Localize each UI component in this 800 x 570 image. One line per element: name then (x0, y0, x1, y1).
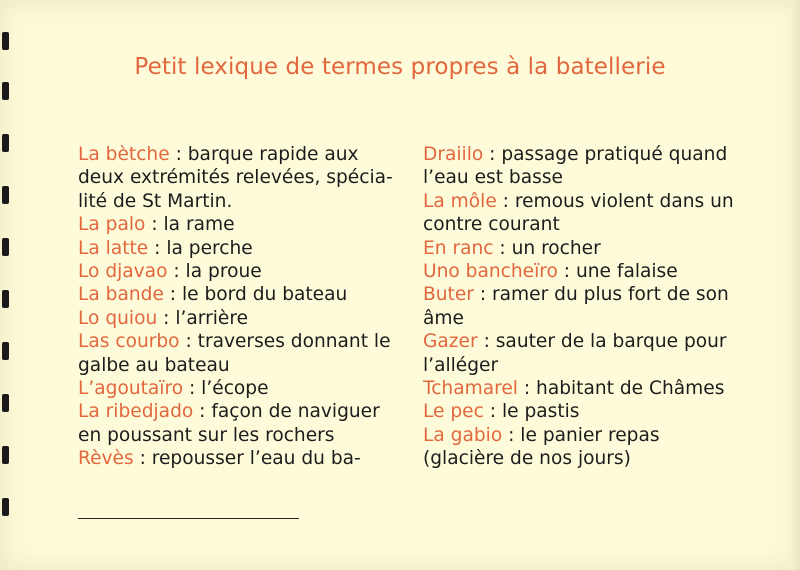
glossary-definition: : une falaise (557, 261, 678, 283)
glossary-definition: : le panier repas (502, 424, 660, 446)
glossary-line (423, 447, 773, 470)
glossary-line (423, 377, 773, 400)
binding-ring (2, 394, 9, 412)
glossary-entry (423, 283, 773, 330)
glossary-line (78, 283, 408, 306)
glossary-entry (78, 283, 408, 306)
glossary-term: La môle (423, 190, 497, 212)
glossary-line (78, 354, 408, 377)
glossary-line (78, 190, 408, 213)
glossary-line (423, 307, 773, 330)
glossary-entry (78, 260, 408, 283)
glossary-term: La bande (78, 284, 164, 306)
page-title: Petit lexique de termes propres à la batellerie (134, 54, 666, 80)
glossary-definition: deux extrémités relevées, spécia- (78, 167, 393, 189)
glossary-line (423, 424, 773, 447)
glossary-term: Le pec (423, 401, 484, 423)
glossary-line (78, 447, 408, 470)
glossary-line (423, 354, 773, 377)
glossary-line (423, 283, 773, 306)
glossary-definition: : la perche (148, 237, 253, 259)
glossary-line (78, 424, 408, 447)
glossary-entry (78, 237, 408, 260)
glossary-entry (78, 377, 408, 400)
glossary-definition: contre courant (423, 214, 560, 236)
glossary-definition: : façon de naviguer (193, 401, 380, 423)
glossary-term: La latte (78, 237, 149, 259)
glossary-line (78, 307, 408, 330)
glossary-entry (423, 260, 773, 283)
binding-ring (2, 238, 9, 256)
glossary-entry (78, 330, 408, 377)
glossary-entry (78, 307, 408, 330)
glossary-line (78, 237, 408, 260)
glossary-definition: l’alléger (423, 354, 499, 376)
glossary-entry (78, 143, 408, 213)
glossary-term: La gabio (423, 424, 503, 446)
glossary-definition: (glacière de nos jours) (423, 448, 631, 470)
glossary-entry (78, 447, 408, 470)
glossary-entry (78, 400, 408, 447)
glossary-line (423, 213, 773, 236)
glossary-term: Uno bancheïro (423, 261, 558, 283)
glossary-term: En ranc (423, 237, 494, 259)
binding-ring (2, 32, 9, 50)
glossary-term: L’agoutaïro (78, 378, 184, 400)
glossary-term: La bètche (78, 144, 170, 165)
glossary-definition: : passage pratiqué quand (483, 144, 728, 165)
glossary-definition: l’eau est basse (423, 167, 563, 189)
glossary-definition: galbe au bateau (78, 354, 230, 376)
glossary-line (78, 213, 408, 236)
glossary-definition: : barque rapide aux (169, 144, 359, 165)
glossary-definition: : habitant de Châmes (517, 378, 725, 400)
glossary-definition: en poussant sur les rochers (78, 424, 335, 446)
glossary-term: Rèvès (78, 448, 134, 470)
glossary-line (423, 260, 773, 283)
glossary-entry (423, 190, 773, 237)
glossary-term: La palo (78, 214, 146, 236)
glossary-definition: : sauter de la barque pour (477, 331, 727, 353)
glossary-line (78, 260, 408, 283)
glossary-entry (423, 400, 773, 423)
glossary-line (78, 377, 408, 400)
glossary-term: Tchamarel (423, 378, 518, 400)
glossary-line (423, 237, 773, 260)
footnote-divider (78, 518, 299, 519)
binding-ring (2, 134, 9, 152)
glossary-term: Buter (423, 284, 474, 306)
glossary-definition: : la rame (145, 214, 235, 236)
glossary-line (78, 330, 408, 353)
glossary-line (423, 330, 773, 353)
glossary-term: Gazer (423, 331, 478, 353)
glossary-line (78, 143, 408, 166)
binding-ring (2, 186, 9, 204)
binding-ring (2, 342, 9, 360)
glossary-definition: : la proue (167, 261, 262, 283)
glossary-entry (423, 424, 773, 471)
binding-ring (2, 498, 9, 516)
glossary-line (423, 143, 773, 166)
binding-ring (2, 446, 9, 464)
glossary-definition: : ramer du plus fort de son (473, 284, 729, 306)
glossary-line (423, 400, 773, 423)
glossary-term: Las courbo (78, 331, 180, 353)
glossary-entry (423, 237, 773, 260)
glossary-term: Draiilo (423, 144, 484, 165)
glossary-definition: : le bord du bateau (163, 284, 348, 306)
glossary-term: Lo djavao (78, 261, 168, 283)
glossary-entry (423, 377, 773, 400)
glossary-term: La ribedjado (78, 401, 194, 423)
glossary-line (423, 190, 773, 213)
spiral-binding (0, 0, 14, 570)
glossary-definition: : le pastis (483, 401, 580, 423)
glossary-entry (423, 143, 773, 190)
binding-ring (2, 82, 9, 100)
glossary-definition: lité de St Martin. (78, 190, 233, 212)
glossary-definition: : l’écope (183, 378, 269, 400)
glossary-definition: : remous violent dans un (496, 190, 734, 212)
glossary-right-column (423, 143, 773, 471)
glossary-term: Lo quiou (78, 307, 158, 329)
glossary-entry (423, 330, 773, 377)
glossary-definition: : un rocher (493, 237, 601, 259)
glossary-definition: : traverses donnant le (179, 331, 391, 353)
glossary-entry (78, 213, 408, 236)
glossary-definition: : l’arrière (157, 307, 249, 329)
glossary-definition: âme (423, 307, 464, 329)
binding-ring (2, 290, 9, 308)
page-edge (792, 0, 800, 570)
glossary-line (78, 400, 408, 423)
glossary-left-column (78, 143, 408, 471)
glossary-definition: : repousser l’eau du ba- (133, 448, 361, 470)
glossary-line (423, 166, 773, 189)
glossary-line (78, 166, 408, 189)
